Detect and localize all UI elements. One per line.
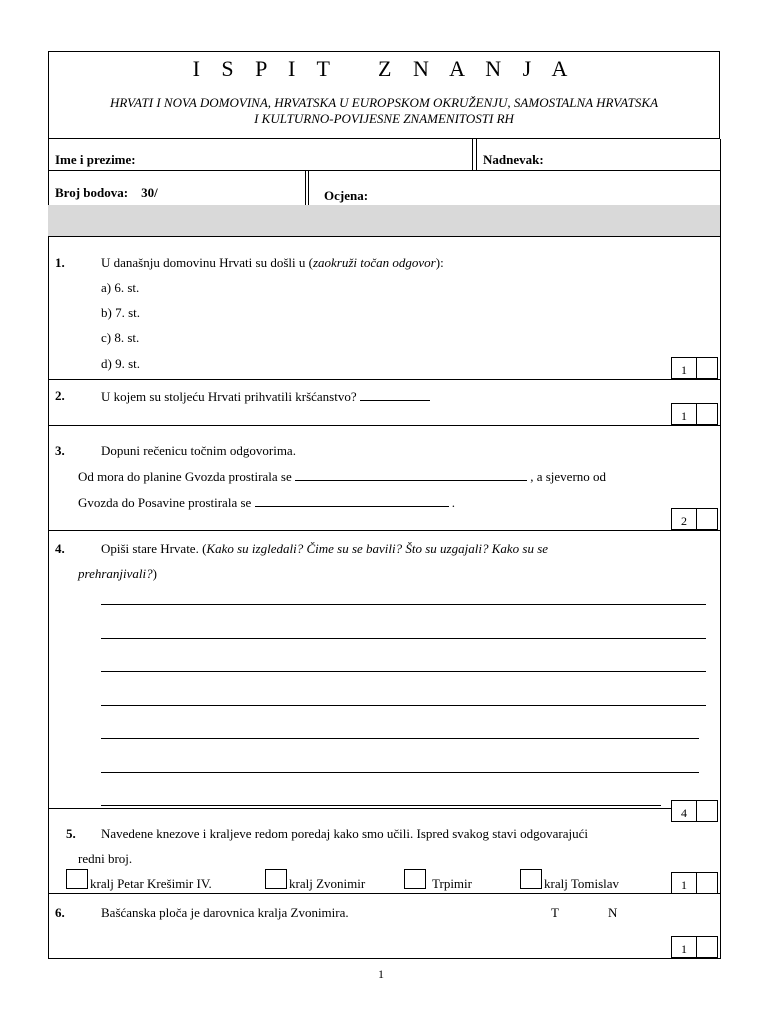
order-box-3[interactable] <box>404 869 426 889</box>
order-box-2[interactable] <box>265 869 287 889</box>
points-label-text: Broj bodova: <box>55 185 129 200</box>
question-1-text: U današnju domovinu Hrvati su došli u (zaokruži točan odgovor): <box>101 255 444 270</box>
date-label: Nadnevak: <box>483 152 544 167</box>
question-6-number: 6. <box>55 905 65 920</box>
option-b[interactable]: b) 7. st. <box>101 305 140 320</box>
question-5-text: Navedene knezove i kraljeve redom poredaj kako smo učili. Ispred svakog stavi odgovarajući <box>101 826 588 841</box>
option-a[interactable]: a) 6. st. <box>101 280 140 295</box>
false-option[interactable]: N <box>608 905 618 920</box>
question-2-number: 2. <box>55 388 65 403</box>
ruler-item-2: kralj Zvonimir <box>289 876 366 891</box>
true-option[interactable]: T <box>551 905 559 920</box>
order-box-1[interactable] <box>66 869 88 889</box>
column-divider <box>472 139 473 170</box>
subtitle-line-1: HRVATI I NOVA DOMOVINA, HRVATSKA U EUROPSKOM OKRUŽENJU, SAMOSTALNA HRVATSKA <box>109 95 659 110</box>
option-c[interactable]: c) 8. st. <box>101 330 140 345</box>
question-4-text-cont: prehranjivali?) <box>78 566 157 581</box>
answer-line[interactable] <box>101 738 699 739</box>
table-bottom-border <box>48 958 721 959</box>
gray-band <box>48 205 720 236</box>
points-label <box>55 185 158 201</box>
row-divider <box>48 530 721 531</box>
question-5-number: 5. <box>66 826 76 841</box>
points-value: 30/ <box>141 185 158 200</box>
score-box-q3: 2 <box>671 508 718 530</box>
answer-line[interactable] <box>101 805 661 806</box>
answer-blank[interactable] <box>295 468 527 481</box>
row-divider <box>48 808 671 809</box>
answer-line[interactable] <box>101 671 706 672</box>
question-4-number: 4. <box>55 541 65 556</box>
score-box-q4: 4 <box>671 800 718 822</box>
answer-line[interactable] <box>101 772 699 773</box>
column-divider <box>308 170 309 205</box>
score-box-q1: 1 <box>671 357 718 379</box>
row-divider <box>48 236 721 237</box>
column-divider <box>305 170 306 205</box>
question-3-line-2: Gvozda do Posavine prostirala se . <box>78 495 456 510</box>
ruler-item-1: kralj Petar Krešimir IV. <box>90 876 212 891</box>
option-d[interactable]: d) 9. st. <box>101 356 140 371</box>
table-right-border <box>720 139 721 958</box>
exam-subtitle <box>52 95 716 127</box>
exam-title: I S P I T Z N A N J A <box>192 56 576 81</box>
order-box-4[interactable] <box>520 869 542 889</box>
ruler-item-3: Trpimir <box>432 876 472 891</box>
row-divider <box>48 893 721 894</box>
question-5-text-cont: redni broj. <box>78 851 133 866</box>
column-divider <box>476 139 477 170</box>
answer-blank[interactable] <box>360 388 430 401</box>
answer-line[interactable] <box>101 604 706 605</box>
answer-line[interactable] <box>101 638 706 639</box>
subtitle-line-2: I KULTURNO-POVIJESNE ZNAMENITOSTI RH <box>254 111 514 126</box>
row-divider <box>48 379 721 380</box>
question-3-line-1: Od mora do planine Gvozda prostirala se , a sjeverno od <box>78 469 607 484</box>
name-label: Ime i prezime: <box>55 152 136 167</box>
row-divider <box>48 425 721 426</box>
answer-blank[interactable] <box>255 494 449 507</box>
grade-label: Ocjena: <box>324 188 369 203</box>
question-2-text: U kojem su stoljeću Hrvati prihvatili kršćanstvo? <box>101 388 430 405</box>
score-box-q6: 1 <box>671 936 718 958</box>
ruler-item-4: kralj Tomislav <box>544 876 620 891</box>
answer-line[interactable] <box>101 705 706 706</box>
page-number: 1 <box>378 967 384 981</box>
score-box-q2: 1 <box>671 403 718 425</box>
question-4-text: Opiši stare Hrvate. (Kako su izgledali? Čime su se bavili? Što su uzgajali? Kako su se <box>101 541 549 556</box>
question-3-number: 3. <box>55 443 65 458</box>
table-left-border <box>48 139 49 958</box>
question-3-text: Dopuni rečenicu točnim odgovorima. <box>101 443 296 458</box>
question-6-text: Bašćanska ploča je darovnica kralja Zvonimira. <box>101 905 349 920</box>
question-1-number: 1. <box>55 255 65 270</box>
row-divider <box>48 170 721 171</box>
score-box-q5: 1 <box>671 872 718 894</box>
